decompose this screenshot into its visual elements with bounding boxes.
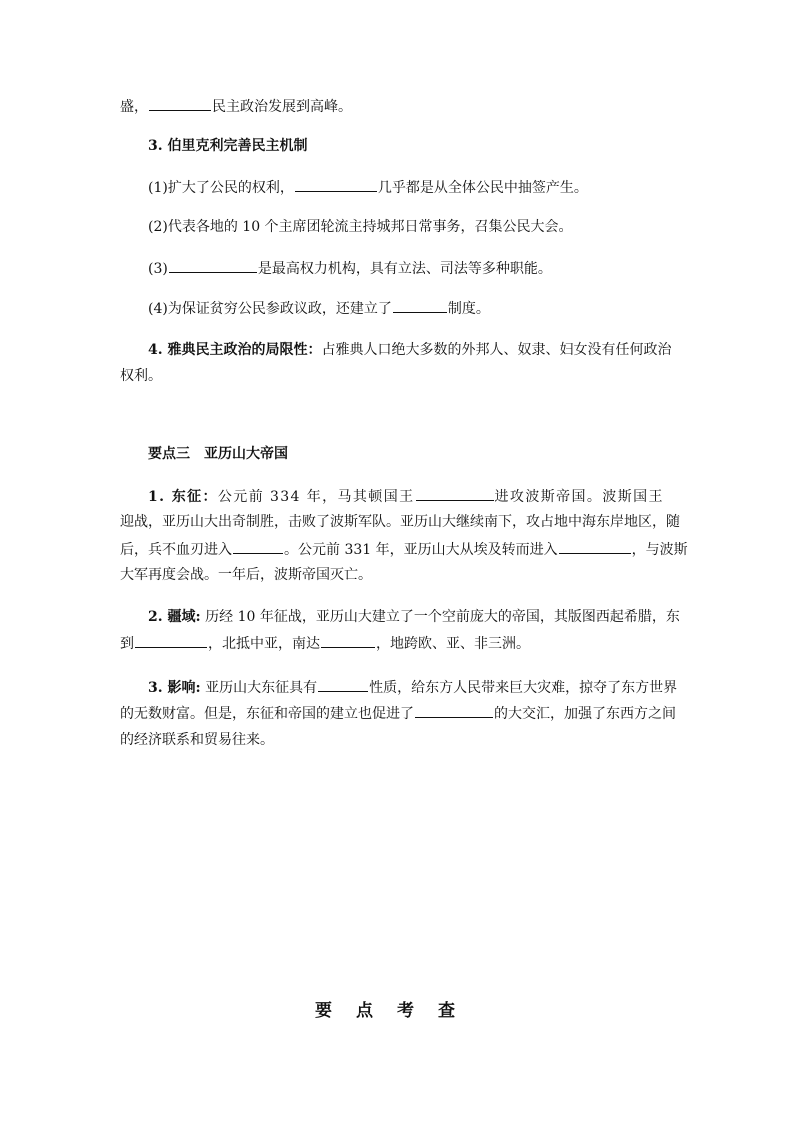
text-segment: 亚历山大东征具有	[200, 680, 318, 696]
text-segment: 的无数财富。但是，东征和帝国的建立也促进了	[120, 706, 414, 722]
fill-blank[interactable]	[416, 486, 494, 501]
subheading-3: 3. 伯里克利完善民主机制	[148, 138, 308, 154]
fill-blank[interactable]	[415, 703, 493, 718]
fill-blank[interactable]	[559, 539, 631, 554]
text-segment: 几乎都是从全体公民中抽签产生。	[377, 180, 588, 196]
text-segment: 。公元前 331 年，亚历山大从埃及转而进入	[284, 542, 558, 558]
list-item-3	[148, 258, 552, 279]
text-segment: (1)扩大了公民的权利，	[148, 180, 294, 196]
text-segment: 盛，	[120, 99, 148, 115]
fill-blank[interactable]	[393, 298, 447, 313]
continuation-line	[120, 96, 352, 117]
d1-line3	[120, 539, 688, 560]
text-segment: 是最高权力机构，具有立法、司法等多种职能。	[257, 261, 552, 277]
list-item-4	[148, 298, 490, 319]
d3-line2	[120, 703, 676, 724]
d3-label: 3. 影响:	[148, 680, 201, 696]
fill-blank[interactable]	[135, 633, 207, 648]
list-item-2: (2)代表各地的 10 个主席团轮流主持城邦日常事务，召集公民大会。	[148, 219, 573, 235]
fill-blank[interactable]	[295, 177, 377, 192]
d2-label: 2. 疆域:	[148, 609, 201, 625]
text-segment: 民主政治发展到高峰。	[212, 99, 352, 115]
text-segment: 制度。	[447, 301, 490, 317]
list-item-1	[148, 177, 588, 198]
text-segment: ，地跨欧、亚、非三洲。	[376, 636, 530, 652]
text-segment: (4)为保证贫穷公民参政议政，还建立了	[148, 301, 392, 317]
text-segment: ，与波斯	[631, 542, 688, 558]
fill-blank[interactable]	[169, 258, 257, 273]
text-segment: 历经 10 年征战，亚历山大建立了一个空前庞大的帝国，其版图西起希腊，东	[200, 609, 680, 625]
d1-line2: 迎战，亚历山大出奇制胜，击败了波斯军队。亚历山大继续南下，攻占地中海东岸地区，随	[120, 514, 680, 530]
footer-title: 要点考查	[315, 1001, 479, 1021]
fill-blank[interactable]	[149, 96, 211, 111]
subheading-4-line1	[148, 340, 672, 360]
text-segment: ，北抵中亚，南达	[208, 636, 320, 652]
text-segment: 进攻波斯帝国。波斯国王	[494, 489, 664, 505]
fill-blank[interactable]	[318, 677, 368, 692]
d1-label: 1. 东征：	[148, 489, 218, 505]
subheading-4-label: 4. 雅典民主政治的局限性：	[148, 342, 322, 358]
d3-line3: 的经济联系和贸易往来。	[120, 732, 274, 748]
d2-line1	[148, 607, 680, 627]
d1-line1	[148, 486, 664, 507]
text-segment: 后，兵不血刃进入	[120, 542, 232, 558]
text-segment: 到	[120, 636, 134, 652]
text-segment: 的大交汇，加强了东西方之间	[494, 706, 676, 722]
d1-line4: 大军再度会战。一年后，波斯帝国灭亡。	[120, 567, 372, 583]
text-segment: (3)	[148, 261, 168, 277]
section-title: 要点三 亚历山大帝国	[148, 446, 288, 462]
fill-blank[interactable]	[233, 539, 283, 554]
fill-blank[interactable]	[321, 633, 375, 648]
text-segment: 性质，给东方人民带来巨大灾难，掠夺了东方世界	[369, 680, 678, 696]
subheading-4-line2: 权利。	[120, 368, 162, 384]
d3-line1	[148, 677, 677, 698]
d2-line2	[120, 633, 530, 654]
text-segment: 公元前 334 年，马其顿国王	[217, 489, 415, 505]
text-segment: 占雅典人口绝大多数的外邦人、奴隶、妇女没有任何政治	[321, 342, 672, 358]
